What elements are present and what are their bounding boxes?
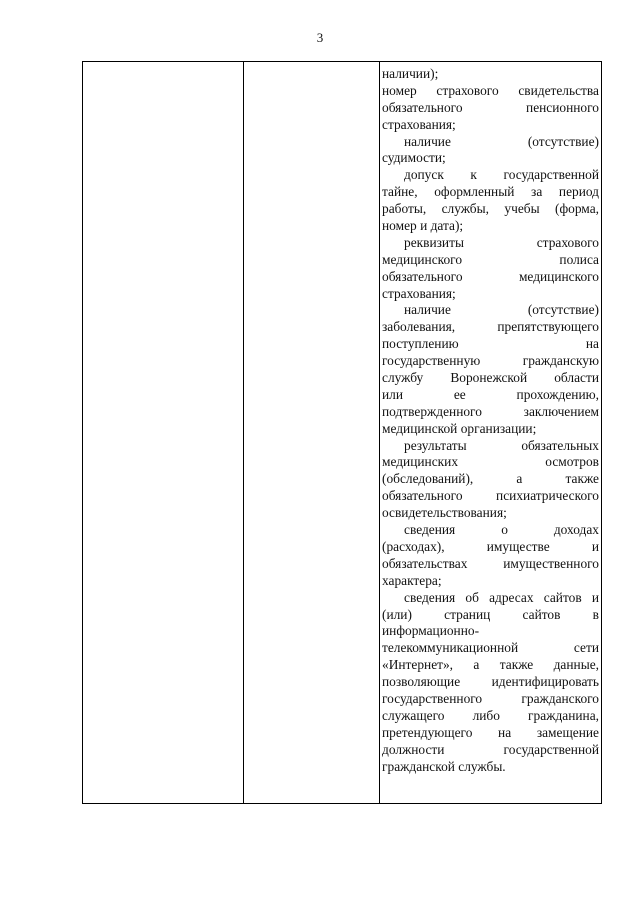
document-table xyxy=(82,61,602,804)
text-line: обязательствах имущественного xyxy=(382,555,599,571)
text-line: обязательного медицинского xyxy=(382,268,599,284)
text-line: тайне, оформленный за период xyxy=(382,184,599,200)
text-line: реквизиты страхового xyxy=(404,234,599,250)
text-line: государственного гражданского xyxy=(382,690,599,706)
text-line: служащего либо гражданина, xyxy=(382,707,599,723)
text-line: судимости; xyxy=(382,150,446,166)
text-line: должности государственной xyxy=(382,741,599,757)
text-line: заболевания, препятствующего xyxy=(382,319,599,335)
page-number: 3 xyxy=(316,30,324,45)
text-line: информационно- xyxy=(382,623,480,639)
text-line: претендующего на замещение xyxy=(382,724,599,740)
text-line: (или) страниц сайтов в xyxy=(382,606,599,622)
text-line: работы, службы, учебы (форма, xyxy=(382,201,599,217)
text-line: обязательного пенсионного xyxy=(382,99,599,115)
text-line: страхования; xyxy=(382,116,456,132)
text-line: наличии); xyxy=(382,66,439,81)
text-line: сведения об адресах сайтов и xyxy=(404,589,599,605)
text-line: страхования; xyxy=(382,285,456,301)
text-line: службу Воронежской области xyxy=(382,370,599,386)
text-line: позволяющие идентифицировать xyxy=(382,674,599,690)
text-line: номер и дата); xyxy=(382,218,464,234)
text-line: характера; xyxy=(382,572,442,588)
text-line: гражданской службы. xyxy=(382,758,506,774)
text-line: (обследований), а также xyxy=(382,471,599,487)
text-line: медицинских осмотров xyxy=(382,454,599,470)
text-line: наличие (отсутствие) xyxy=(404,133,599,149)
text-line: допуск к государственной xyxy=(404,167,599,183)
text-line: государственную гражданскую xyxy=(382,353,599,369)
text-line: наличие (отсутствие) xyxy=(404,302,599,318)
text-line: номер страхового свидетельства xyxy=(382,82,599,98)
text-line: медицинского полиса xyxy=(382,251,599,267)
text-line: (расходах), имуществе и xyxy=(382,538,599,554)
table-cell-text xyxy=(380,66,599,775)
text-line: сведения о доходах xyxy=(404,522,599,538)
text-line: обязательного психиатрического xyxy=(382,488,599,504)
text-line: «Интернет», а также данные, xyxy=(382,657,599,673)
text-line: освидетельствования; xyxy=(382,505,507,521)
text-line: или ее прохождению, xyxy=(382,386,599,402)
text-line: подтвержденного заключением xyxy=(382,403,599,419)
text-line: телекоммуникационной сети xyxy=(382,640,599,656)
text-line: поступлению на xyxy=(382,336,599,352)
text-line: медицинской организации; xyxy=(382,420,537,436)
column-divider-1 xyxy=(243,62,244,803)
text-line: результаты обязательных xyxy=(404,437,599,453)
